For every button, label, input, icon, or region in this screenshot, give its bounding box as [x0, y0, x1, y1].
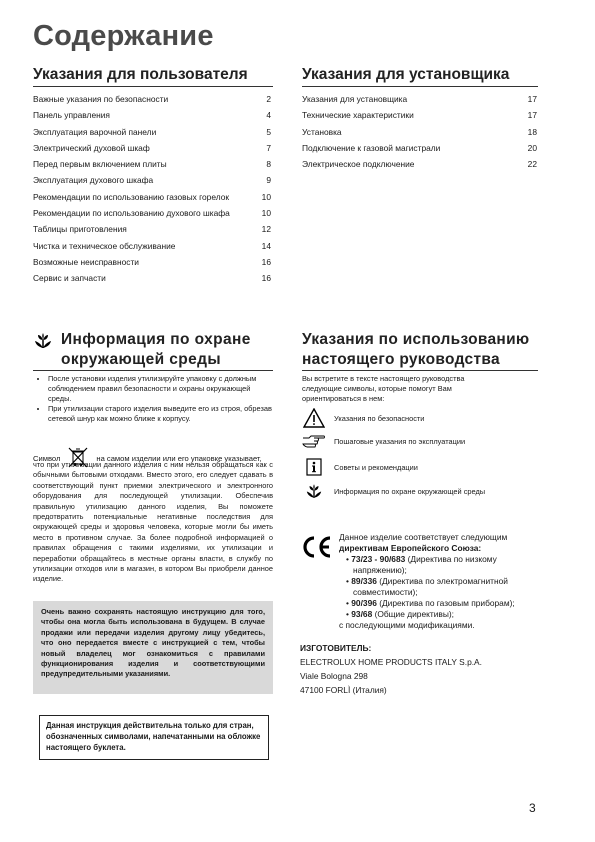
- toc-entry-page: 17: [527, 94, 537, 104]
- toc-entry-label: Технические характеристики: [302, 110, 414, 121]
- user-toc-row: [33, 221, 271, 237]
- env-heading-line1: Информация по охране: [61, 331, 251, 348]
- installer-toc-row: [302, 107, 537, 123]
- directive-text: (Общие директивы);: [374, 609, 454, 619]
- bullet-dot: •: [346, 576, 352, 586]
- toc-entry-label: Подключение к газовой магистрали: [302, 142, 441, 153]
- directive-code: 89/336: [351, 576, 377, 586]
- installer-toc: [302, 91, 537, 172]
- legend-label-safety: Указания по безопасности: [334, 413, 425, 423]
- info-icon: [302, 458, 326, 476]
- toc-entry-page: 10: [261, 191, 271, 202]
- user-toc-row: [33, 205, 271, 221]
- manufacturer-block: [300, 641, 482, 697]
- toc-entry-page: 18: [527, 126, 537, 137]
- env-bullets: [33, 374, 273, 424]
- env-bullet-1: • После установки изделия утилизируйте упаковку с должным соблюдением правил безопасности и охраны окружающей среды.: [48, 374, 273, 404]
- user-toc-row: [33, 189, 271, 205]
- toc-entry-label: Чистка и техническое обслуживание: [33, 240, 176, 251]
- legend-label-steps: Пошаговые указания по эксплуатации: [334, 436, 466, 446]
- guide-intro: Вы встретите в тексте настоящего руководства следующие символы, которые помогут Вам ориентироваться в нем:: [302, 374, 465, 403]
- toc-entry-label: Важные указания по безопасности: [33, 94, 169, 104]
- toc-entry-page: 10: [261, 208, 271, 219]
- toc-entry-label: Рекомендации по использованию газовых горелок: [33, 191, 230, 202]
- guide-heading: [302, 330, 529, 370]
- installer-toc-row: [302, 156, 537, 172]
- pointing-hand-icon: [302, 434, 326, 448]
- toc-entry-label: Электрическое подключение: [302, 159, 415, 170]
- toc-entry-page: 14: [261, 240, 271, 251]
- guide-heading-line1: Указания по использованию: [302, 331, 530, 348]
- installer-toc-row: [302, 124, 537, 140]
- directive-code: 93/68: [351, 609, 373, 619]
- user-toc-row: [33, 156, 271, 172]
- toc-entry-label: Эксплуатация духового шкафа: [33, 175, 154, 186]
- directive-code: 73/23 - 90/683: [351, 554, 406, 564]
- toc-entry-label: Рекомендации по использованию духового шкафа: [33, 208, 230, 219]
- user-toc-row: [33, 140, 271, 156]
- directive-item: [339, 609, 539, 620]
- guide-heading-line2: настоящего руководства: [302, 351, 500, 368]
- legend-row-steps: [302, 434, 465, 448]
- directive-list: [339, 554, 539, 620]
- toc-entry-page: 16: [261, 273, 271, 284]
- legend-label-env: Информация по охране окружающей среды: [334, 487, 486, 496]
- conformity-line2: директивам Европейского Союза:: [339, 543, 482, 553]
- toc-entry-label: Панель управления: [33, 110, 110, 121]
- legend-row-safety: [302, 408, 424, 428]
- user-toc-row: [33, 91, 271, 107]
- installer-toc-row: [302, 91, 537, 107]
- user-toc-row: [33, 254, 271, 270]
- legend-row-env: [302, 484, 485, 499]
- ce-mark-icon: [300, 535, 334, 564]
- toc-entry-label: Сервис и запчасти: [33, 273, 106, 284]
- user-toc-row: [33, 124, 271, 140]
- manufacturer-street: Viale Bologna 298: [300, 671, 368, 681]
- directives-tail: с последующими модификациями.: [339, 620, 475, 630]
- toc-entry-label: Перед первым включением плиты: [33, 159, 167, 170]
- directive-code: 90/396: [351, 598, 377, 608]
- toc-entry-label: Возможные неисправности: [33, 256, 139, 267]
- toc-entry-label: Указания для установщика: [302, 94, 408, 104]
- user-toc-row: [33, 107, 271, 123]
- user-toc-row: [33, 238, 271, 254]
- toc-entry-label: Эксплуатация варочной панели: [33, 126, 157, 137]
- user-toc: [33, 91, 271, 287]
- user-toc-row: [33, 172, 271, 188]
- env-heading: [61, 330, 251, 370]
- disposal-paragraph: что при утилизации данного изделия с ним нельзя обращаться как с обычными бытовыми отходами. Вместо этого, его следует сдавать в соответствующий пункт приемки электрического и электронного оборудования для последующей утилизации. Обеспечив правильную утилизацию данного изделия, Вы поможете предотвратить потенциальные негативные последствия для окружающей среды и здоровья человека, которые могли бы иметь место в противном случае. За более подробной информацией о правилах обращения с такими изделиями, их утилизации и переработки обращайтесь в местные органы власти, в службу по утилизации отходов или в магазин, в котором Вы приобрели данное изделие.: [33, 460, 273, 584]
- warning-triangle-icon: [302, 408, 326, 428]
- env-heading-line2: окружающей среды: [61, 351, 222, 368]
- toc-entry-page: 9: [266, 175, 271, 186]
- toc-entry-page: 2: [266, 94, 271, 104]
- bullet-dot: •: [346, 554, 352, 564]
- toc-entry-page: 5: [266, 126, 271, 137]
- legend-label-tips: Советы и рекомендации: [334, 462, 418, 472]
- toc-entry-label: Установка: [302, 126, 342, 137]
- env-bullet-2: • При утилизации старого изделия выведите его из строя, обрезав сетевой шнур как можно ближе к корпусу.: [48, 404, 273, 424]
- bullet-dot: •: [346, 609, 352, 619]
- directive-text: (Директива по низкому напряжению);: [353, 554, 497, 575]
- toc-entry-label: Электрический духовой шкаф: [33, 142, 150, 153]
- user-section-heading: Указания для пользователя: [33, 66, 248, 83]
- toc-entry-page: 20: [527, 142, 537, 153]
- toc-entry-page: 17: [527, 110, 537, 121]
- legend-row-tips: [302, 458, 418, 476]
- flower-icon: [302, 484, 326, 499]
- toc-entry-page: 12: [261, 224, 271, 235]
- user-toc-row: [33, 270, 271, 286]
- installer-heading-rule: [302, 86, 538, 87]
- validity-note: Данная инструкция действительна только для стран, обозначенных символами, напечатанными на обложке настоящего буклета.: [39, 715, 269, 760]
- manufacturer-heading: ИЗГОТОВИТЕЛЬ:: [300, 643, 372, 653]
- directive-text: (Директива по электромагнитной совместимости);: [353, 576, 508, 597]
- guide-heading-rule: [302, 370, 538, 371]
- toc-entry-page: 22: [527, 159, 537, 170]
- directive-item: [339, 554, 539, 576]
- toc-entry-page: 4: [266, 110, 271, 121]
- flower-icon: [33, 333, 53, 354]
- conformity-block: [339, 532, 539, 631]
- page-number: 3: [529, 801, 536, 815]
- manufacturer-name: ELECTROLUX HOME PRODUCTS ITALY S.p.A.: [300, 657, 482, 667]
- installer-section-heading: Указания для установщика: [302, 66, 510, 83]
- page-title: Содержание: [33, 20, 214, 52]
- user-heading-rule: [33, 86, 273, 87]
- directive-item: [339, 576, 539, 598]
- manufacturer-city: 47100 FORLÌ (Италия): [300, 685, 387, 695]
- symbol-word: Символ: [33, 453, 61, 463]
- bullet-dot: •: [346, 598, 352, 608]
- symbol-description: на самом изделии или его упаковке указывает,: [96, 453, 262, 463]
- directive-text: (Директива по газовым приборам);: [379, 598, 515, 608]
- env-heading-rule: [33, 370, 273, 371]
- conformity-line1: Данное изделие соответствует следующим: [339, 532, 508, 542]
- toc-entry-label: Таблицы приготовления: [33, 224, 127, 235]
- directive-item: [339, 598, 539, 609]
- toc-entry-page: 8: [266, 159, 271, 170]
- keep-manual-note: Очень важно сохранять настоящую инструкцию для того, чтобы она могла быть использована в будущем. В случае продажи или передачи изделия другому лицу убедитесь, что оно передается вместе с инструкцией с тем, чтобы новый владелец мог ознакомиться с правилами функционирования изделия и соответствующими предупредительными указаниями.: [33, 601, 273, 694]
- installer-toc-row: [302, 140, 537, 156]
- toc-entry-page: 7: [266, 142, 271, 153]
- toc-entry-page: 16: [261, 256, 271, 267]
